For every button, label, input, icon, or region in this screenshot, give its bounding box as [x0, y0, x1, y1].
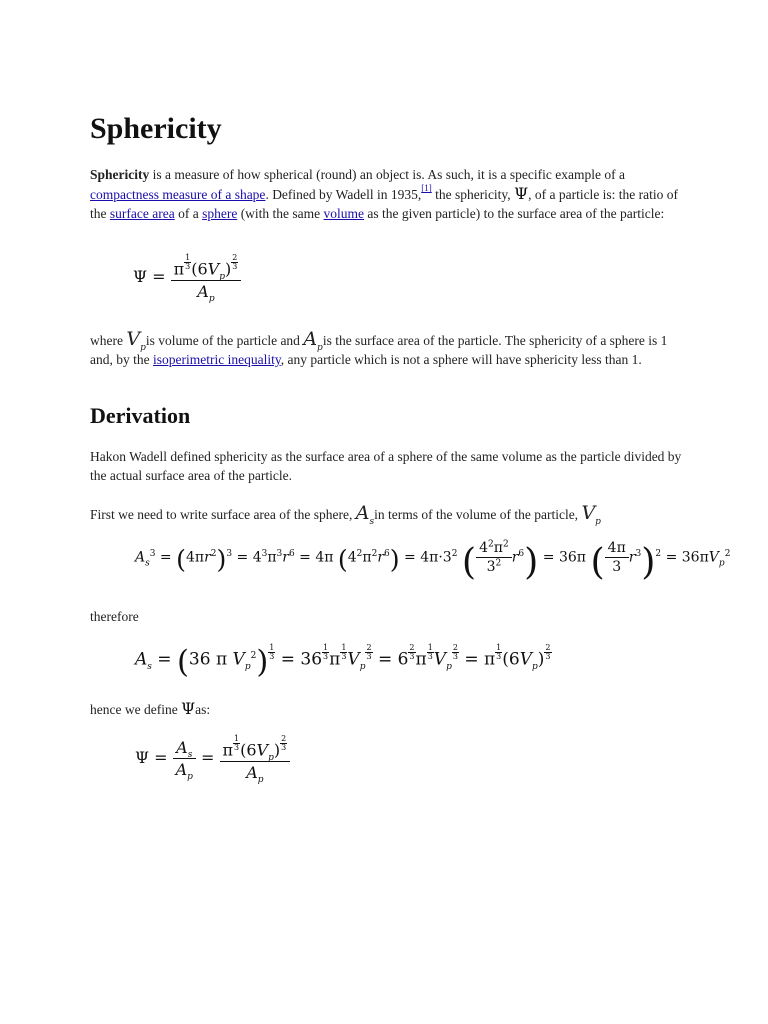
page-title: Sphericity [90, 112, 222, 145]
intro-text-6: (with the same [237, 206, 324, 221]
sphericity-formula: Ψ = π $\frac{1}{3}$ $(6V_p)$ $\frac{2}{3}$ $A_p$ [133, 254, 241, 301]
therefore-text: therefore [90, 609, 139, 624]
psi-symbol: Ψ [514, 184, 529, 203]
link-volume[interactable]: volume [323, 206, 365, 221]
intro-text-7: as the given particle) to the surface area of the particle: [364, 206, 665, 221]
bold-term: Sphericity [90, 167, 150, 182]
intro-paragraph [90, 165, 690, 223]
where-text-4: , any particle which is not a sphere will have sphericity less than 1. [280, 352, 642, 367]
p2-text-1: First we need to write surface area of the sphere, [90, 507, 356, 522]
p2-text-2: in terms of the volume of the particle, [374, 507, 582, 522]
sphericity-definition-formula: Ψ = $\frac{A_s}{A_p}$ = π $\frac{1}{3}$ $(6V_p)$ $\frac{2}{3}$ $A_p$ [135, 735, 290, 782]
intro-text-4: , of a particle is: the ratio of the [90, 187, 679, 221]
ap-symbol: $A_p$ [303, 328, 323, 353]
intro-text-1: is a measure of how spherical (round) an object is. As such, it is a specific example of a [149, 167, 625, 182]
surface-area-formula: $A_s = (36$ π $V_p^2$) $\frac{1}{3}$ = 36 $\frac{1}{3}$ π $\frac{1}{3}$ $V_p$ $\frac{2}{3}$ = 6 $\frac{2}{3}$ π $\frac{1}{3}$ $V_p$ $\frac{2}{3}$ = π $\frac{1}{3}$ $(6V_p)$ $\frac{2}{3}$ [135, 643, 551, 681]
vp-symbol: $V_p$ [126, 328, 146, 353]
link-isoperimetric-inequality[interactable]: isoperimetric inequality [153, 352, 281, 367]
derivation-paragraph-1: Hakon Wadell defined sphericity as the surface area of a sphere of the same volume as the particle divided by the actual surface area of the particle. [90, 449, 682, 483]
section-heading-derivation: Derivation [90, 403, 191, 428]
citation-link-1[interactable]: [1] [421, 183, 432, 193]
link-sphere[interactable]: sphere [202, 206, 238, 221]
where-text-2: is volume of the particle and [145, 333, 304, 348]
link-compactness-measure[interactable]: compactness measure of a shape [90, 187, 266, 202]
derivation-paragraph-2 [90, 502, 690, 527]
hence-paragraph [90, 699, 690, 719]
where-text-3: is the surface area of the particle. The sphericity of a sphere is 1 and, by the [90, 333, 668, 367]
surface-area-cubed-derivation: $A_s^3 = (4\pi r^2)^3 = 4^3\pi^3r^6 = 4\pi$ $(4^2\pi^2r^6) = 4\pi\cdot 3^2$ ( $\frac{4^2\pi^2}{3^2}$ $r^6) = 36\pi$ ( $\frac{4\pi}{3}$ $r^3)^2 = 36\pi V_p^2$ [135, 539, 731, 584]
link-surface-area[interactable]: surface area [109, 206, 175, 221]
intro-text-3: the sphericity, [431, 187, 515, 202]
vp-symbol-2: $V_p$ [581, 502, 601, 527]
where-text-1: where [90, 333, 127, 348]
hence-text-2: as: [195, 702, 211, 717]
where-paragraph [90, 330, 690, 369]
psi-symbol-2: Ψ [181, 699, 196, 718]
hence-text-1: hence we define [90, 702, 182, 717]
as-symbol: $A_s$ [355, 502, 375, 527]
intro-text-2: . Defined by Wadell in 1935, [265, 187, 422, 202]
intro-text-5: of a [174, 206, 203, 221]
